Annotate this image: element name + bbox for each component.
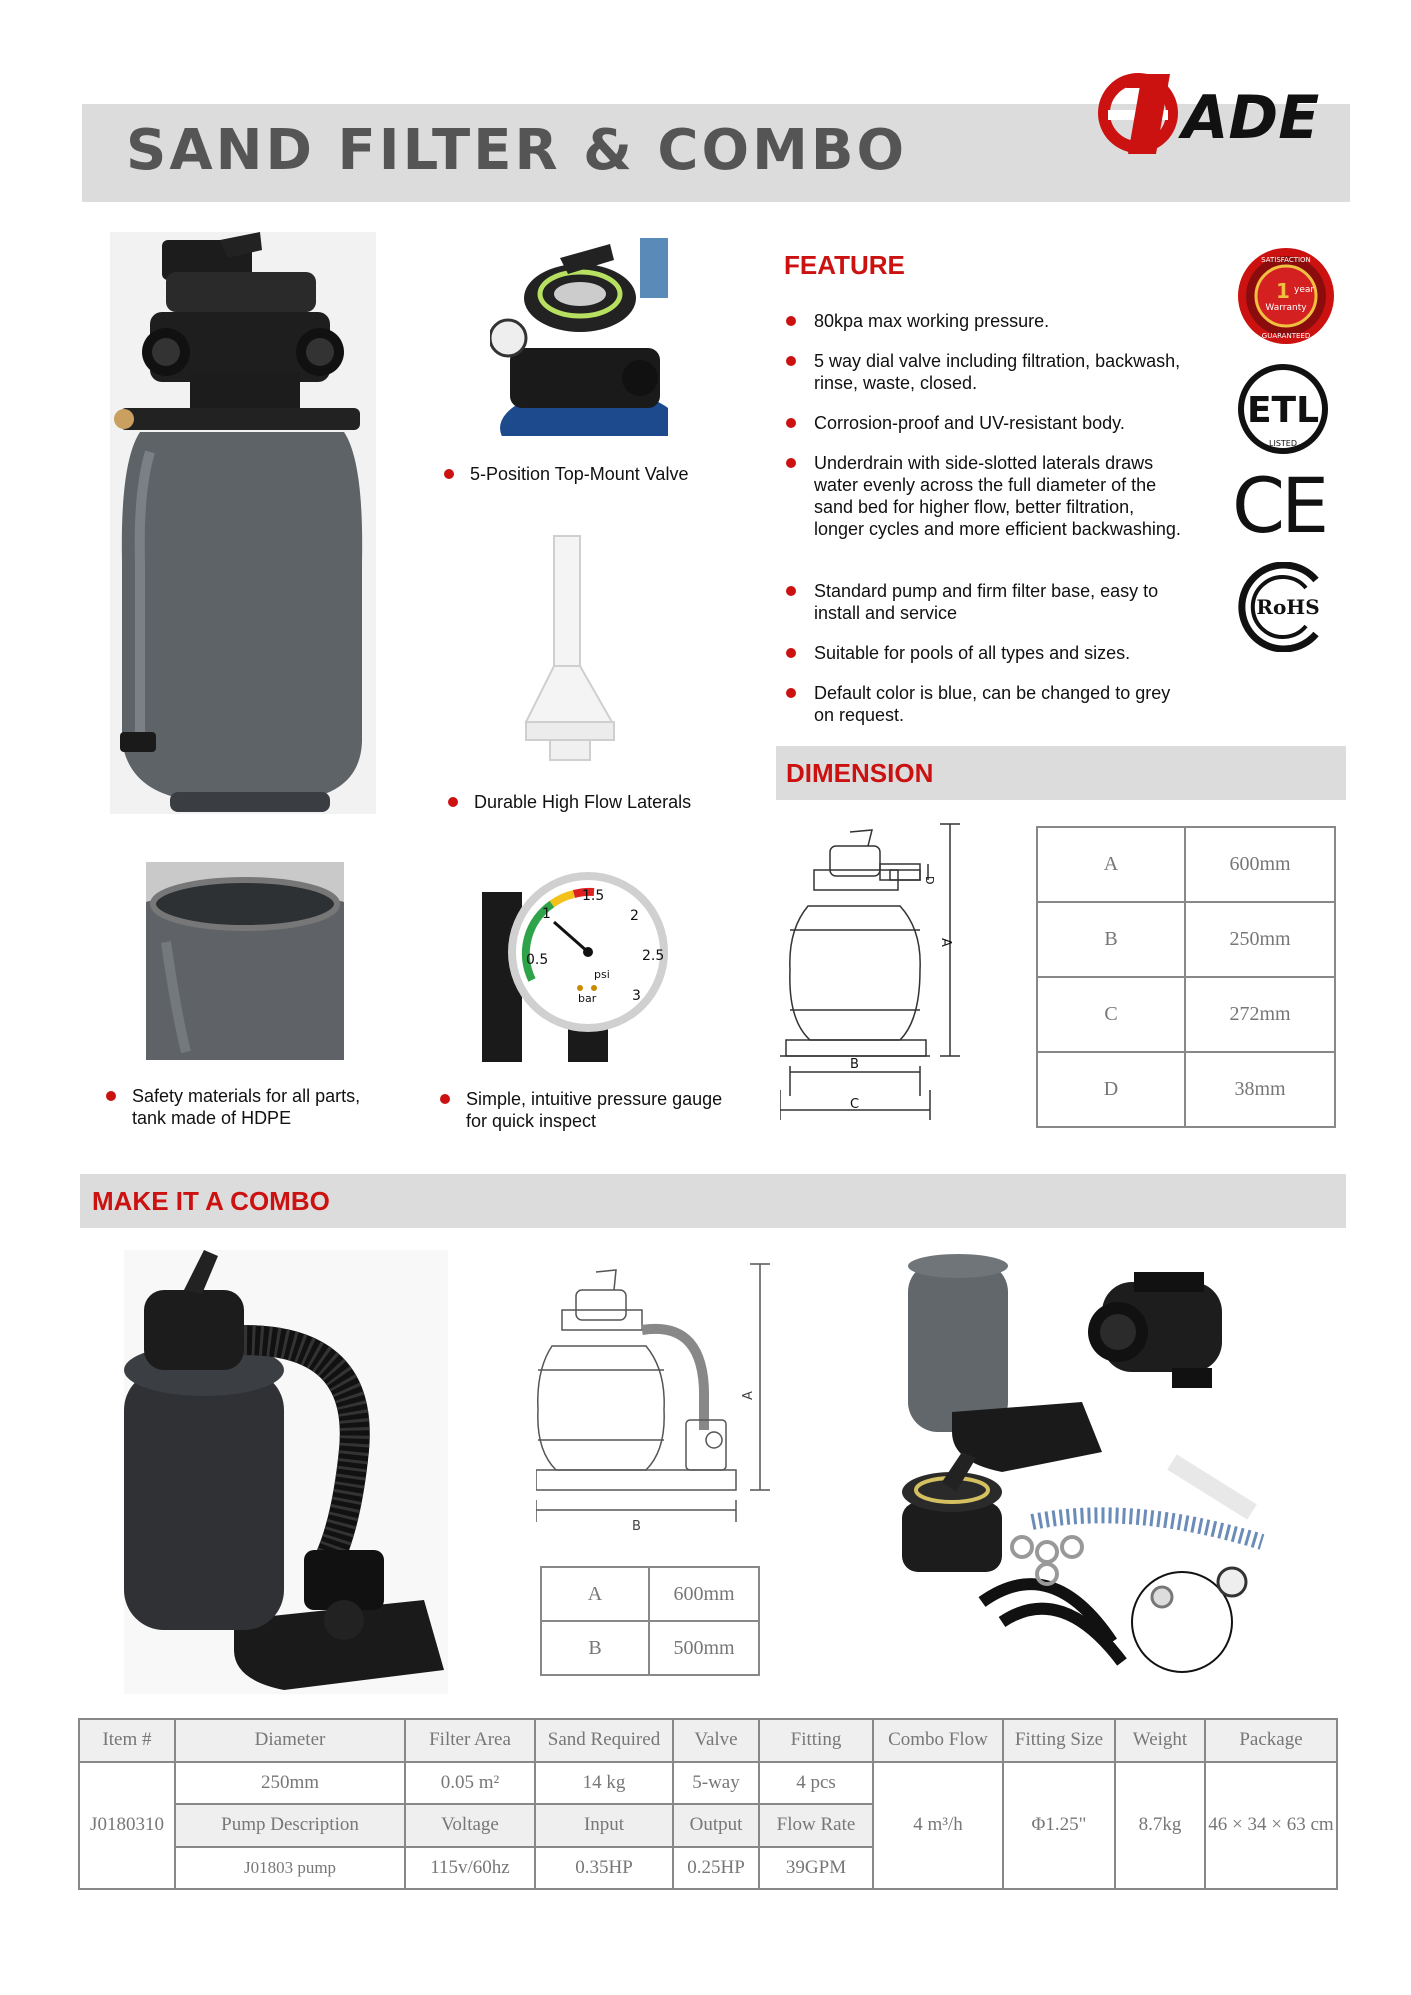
svg-text:A: A <box>938 938 953 947</box>
bullet-dot <box>786 458 796 468</box>
top-mount-valve-image <box>490 238 668 436</box>
valve-bullet-text: 5-Position Top-Mount Valve <box>470 464 689 484</box>
table-cell: 39GPM <box>759 1847 873 1890</box>
bullet-dot <box>786 648 796 658</box>
feature-heading: FEATURE <box>784 250 905 280</box>
svg-text:RoHS: RoHS <box>1256 595 1320 619</box>
table-row <box>1037 827 1335 902</box>
table-row <box>1037 902 1335 977</box>
svg-text:1.5: 1.5 <box>582 888 605 904</box>
ce-mark-icon: CE <box>1232 461 1326 550</box>
svg-text:B: B <box>850 1057 859 1072</box>
table-row <box>541 1567 759 1621</box>
dimension-table <box>1036 826 1336 1128</box>
combo-heading: MAKE IT A COMBO <box>92 1186 330 1216</box>
table-cell: B <box>541 1621 649 1675</box>
table-header-cell: Weight <box>1115 1719 1205 1762</box>
svg-text:bar: bar <box>578 992 597 1005</box>
svg-text:GUARANTEED: GUARANTEED <box>1261 332 1311 340</box>
table-cell: 272mm <box>1185 977 1335 1052</box>
svg-text:SATISFACTION: SATISFACTION <box>1261 256 1311 264</box>
table-cell: D <box>1037 1052 1185 1127</box>
table-cell: A <box>1037 827 1185 902</box>
combo-dimension-diagram <box>536 1260 776 1538</box>
feature-item: Corrosion-proof and UV-resistant body. <box>786 412 1206 434</box>
warranty-badge-icon <box>1236 246 1336 346</box>
laterals-bullet <box>448 791 768 815</box>
hdpe-bullet-text: Safety materials for all parts, tank made of HDPE <box>132 1086 361 1128</box>
spec-table <box>78 1718 1338 1890</box>
rohs-icon <box>1236 562 1332 652</box>
page-title: SAND FILTER & COMBO <box>126 118 908 183</box>
svg-text:1: 1 <box>542 906 551 922</box>
combo-dimension-table <box>540 1566 760 1676</box>
table-header-cell: Fitting Size <box>1003 1719 1115 1762</box>
gauge-bullet-text: Simple, intuitive pressure gauge for quick inspect <box>466 1089 723 1131</box>
bullet-dot <box>786 316 796 326</box>
bullet-dot <box>444 469 454 479</box>
table-row <box>541 1621 759 1675</box>
table-cell: 46 × 34 × 63 cm <box>1205 1762 1337 1890</box>
table-cell: 0.05 m² <box>405 1762 535 1805</box>
table-header-cell: Valve <box>673 1719 759 1762</box>
table-cell: A <box>541 1567 649 1621</box>
hdpe-tank-opening-image <box>146 862 344 1060</box>
svg-text:1: 1 <box>1276 279 1290 303</box>
dimension-diagram <box>780 820 980 1130</box>
table-cell: 0.35HP <box>535 1847 673 1890</box>
table-header-cell: Sand Required <box>535 1719 673 1762</box>
table-header-row <box>79 1719 1337 1762</box>
table-cell: Flow Rate <box>759 1804 873 1847</box>
svg-text:C: C <box>850 1097 860 1112</box>
feature-item: Underdrain with side-slotted laterals draws water evenly across the full diameter of the sand bed for higher flow, better filtration, longer cycles and more efficient backwashing. <box>786 452 1186 540</box>
table-row <box>1037 977 1335 1052</box>
table-cell: 38mm <box>1185 1052 1335 1127</box>
table-cell: 4 pcs <box>759 1762 873 1805</box>
feature-item: Standard pump and firm filter base, easy to install and service <box>786 580 1186 624</box>
table-cell: 250mm <box>1185 902 1335 977</box>
table-cell: 250mm <box>175 1762 405 1805</box>
table-cell: 0.25HP <box>673 1847 759 1890</box>
svg-text:0.5: 0.5 <box>526 952 549 968</box>
bullet-dot <box>786 418 796 428</box>
feature-item: Default color is blue, can be changed to grey on request. <box>786 682 1186 726</box>
high-flow-laterals-image <box>520 532 620 766</box>
combo-unit-image <box>124 1250 448 1694</box>
dimension-heading: DIMENSION <box>786 758 934 788</box>
table-header-cell: Filter Area <box>405 1719 535 1762</box>
table-cell: 115v/60hz <box>405 1847 535 1890</box>
table-cell: 600mm <box>1185 827 1335 902</box>
svg-text:ADE: ADE <box>1182 83 1320 153</box>
svg-text:ETL: ETL <box>1246 390 1320 431</box>
table-cell: Pump Description <box>175 1804 405 1847</box>
combo-parts-kit-image <box>872 1252 1272 1692</box>
table-cell: Voltage <box>405 1804 535 1847</box>
hdpe-bullet <box>106 1085 426 1133</box>
table-cell: 500mm <box>649 1621 759 1675</box>
etl-listed-icon <box>1236 362 1330 456</box>
svg-text:B: B <box>632 1519 641 1534</box>
svg-text:LISTED: LISTED <box>1269 439 1297 448</box>
table-row <box>79 1762 1337 1805</box>
table-cell: J01803 pump <box>175 1847 405 1890</box>
table-cell: C <box>1037 977 1185 1052</box>
table-header-cell: Fitting <box>759 1719 873 1762</box>
svg-text:2: 2 <box>630 908 639 924</box>
table-cell: Output <box>673 1804 759 1847</box>
feature-item: 5 way dial valve including filtration, backwash, rinse, waste, closed. <box>786 350 1186 394</box>
table-cell: B <box>1037 902 1185 977</box>
table-cell: 14 kg <box>535 1762 673 1805</box>
svg-text:A: A <box>741 1391 756 1400</box>
feature-item: Suitable for pools of all types and sizes. <box>786 642 1206 664</box>
table-header-cell: Package <box>1205 1719 1337 1762</box>
table-cell: 4 m³/h <box>873 1762 1003 1890</box>
table-row <box>1037 1052 1335 1127</box>
table-cell: Input <box>535 1804 673 1847</box>
table-header-cell: Diameter <box>175 1719 405 1762</box>
svg-text:year: year <box>1294 285 1315 295</box>
svg-text:3: 3 <box>632 988 641 1004</box>
valve-bullet <box>444 463 764 487</box>
bullet-dot <box>786 586 796 596</box>
svg-text:psi: psi <box>594 968 610 981</box>
pressure-gauge-image <box>482 852 690 1062</box>
gauge-bullet <box>440 1088 760 1136</box>
laterals-bullet-text: Durable High Flow Laterals <box>474 792 692 812</box>
bullet-dot <box>448 797 458 807</box>
table-cell: 5-way <box>673 1762 759 1805</box>
table-cell: Φ1.25" <box>1003 1762 1115 1890</box>
table-cell: J0180310 <box>79 1762 175 1890</box>
bullet-dot <box>106 1091 116 1101</box>
bullet-dot <box>786 688 796 698</box>
svg-text:Warranty: Warranty <box>1265 303 1307 313</box>
bullet-dot <box>786 356 796 366</box>
feature-item: 80kpa max working pressure. <box>786 310 1206 332</box>
table-cell: 8.7kg <box>1115 1762 1205 1890</box>
bullet-dot <box>440 1094 450 1104</box>
sand-filter-tank-image <box>110 232 376 814</box>
brand-logo <box>1098 68 1366 158</box>
table-header-cell: Item # <box>79 1719 175 1762</box>
table-header-cell: Combo Flow <box>873 1719 1003 1762</box>
svg-text:2.5: 2.5 <box>642 948 665 964</box>
table-cell: 600mm <box>649 1567 759 1621</box>
svg-text:D: D <box>923 876 936 885</box>
